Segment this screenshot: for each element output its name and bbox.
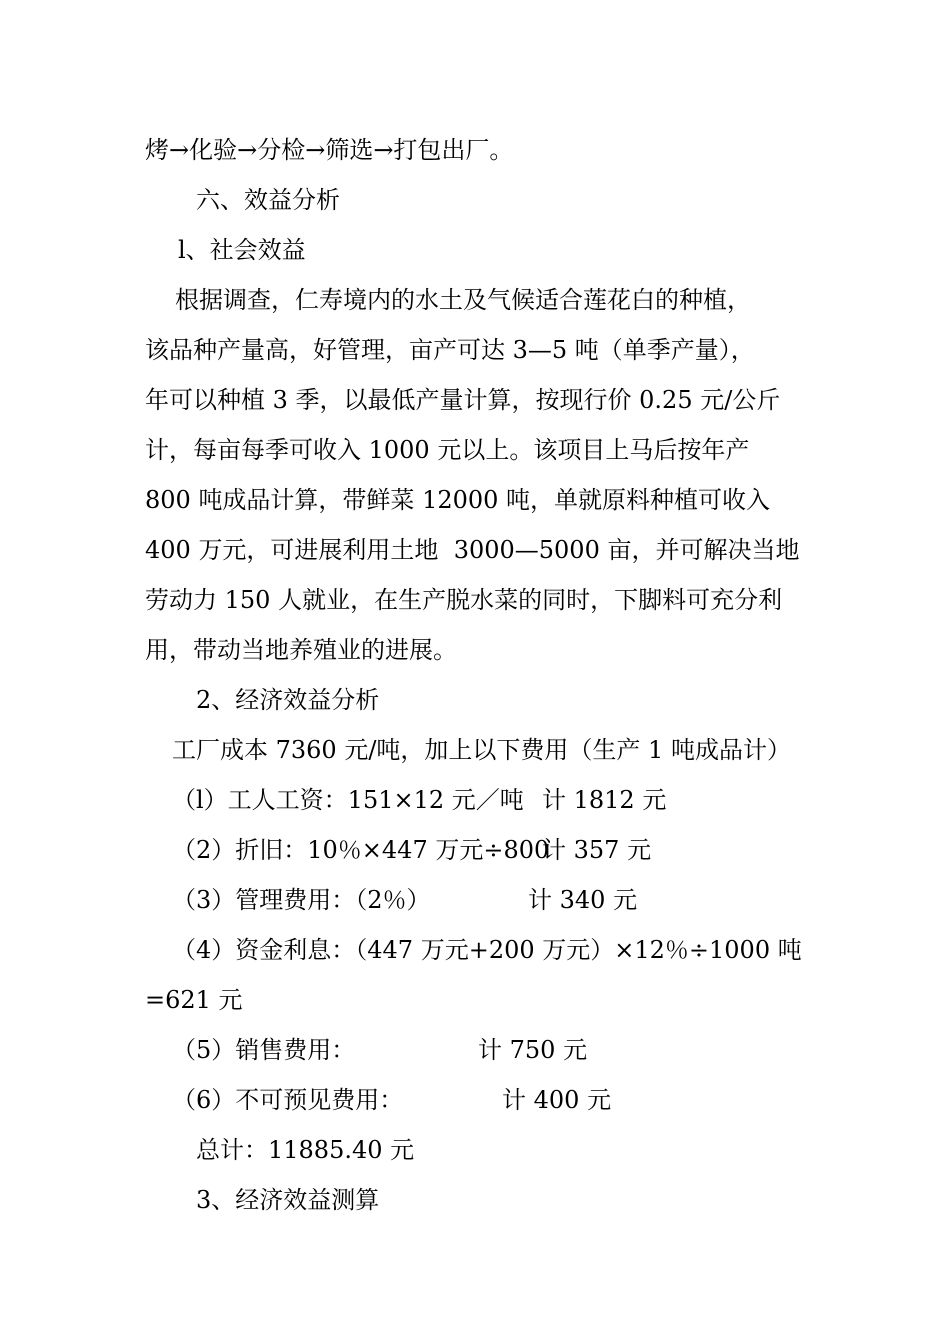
paragraph-line: 计，每亩每季可收入 1000 元以上。该项目上马后按年产 — [145, 436, 750, 464]
subheading-economic-analysis: 2、经济效益分析 — [196, 686, 380, 714]
cost-value: 计 400 元 — [502, 1086, 612, 1114]
paragraph-line: 800 吨成品计算，带鲜菜 12000 吨，单就原料种植可收入 — [145, 486, 771, 514]
paragraph-line: 该品种产量高，好管理，亩产可达 3—5 吨（单季产量）， — [145, 336, 755, 364]
paragraph-line: 用，带动当地养殖业的进展。 — [145, 636, 457, 664]
paragraph-line: 年可以种植 3 季，以最低产量计算，按现行价 0.25 元/公斤 — [145, 386, 781, 414]
cost-item-sales — [0, 1025, 950, 1075]
cost-value: 计 750 元 — [478, 1036, 588, 1064]
cost-item-unforeseen — [0, 1075, 950, 1125]
factory-cost-line: 工厂成本 7360 元/吨，加上以下费用（生产 1 吨成品计） — [172, 736, 791, 764]
cost-item-management — [0, 875, 950, 925]
subheading-social-benefit: l、社会效益 — [178, 236, 306, 264]
cost-value: 计 357 元 — [542, 836, 652, 864]
cost-label: （2）折旧：10％×447 万元÷800 — [172, 836, 550, 864]
cost-label: （l）工人工资：151×12 元／吨 — [172, 786, 524, 814]
cost-value: 计 1812 元 — [542, 786, 667, 814]
paragraph-line: 根据调查，仁寿境内的水土及气候适合莲花白的种植， — [175, 286, 751, 314]
cost-item-wages — [0, 775, 950, 825]
cost-item-depreciation — [0, 825, 950, 875]
cost-item-interest-result: =621 元 — [145, 986, 243, 1014]
cost-item-interest: （4）资金利息：（447 万元+200 万元）×12％÷1000 吨 — [172, 936, 802, 964]
paragraph-line: 400 万元，可进展利用土地 3000—5000 亩，并可解决当地 — [145, 536, 800, 564]
paragraph-line: 劳动力 150 人就业，在生产脱水菜的同时，下脚料可充分利 — [145, 586, 783, 614]
process-flow-text: 烤→化验→分检→筛选→打包出厂。 — [145, 136, 514, 164]
section-heading-benefit-analysis: 六、效益分析 — [196, 186, 340, 214]
cost-value: 计 340 元 — [528, 886, 638, 914]
subheading-economic-calculation: 3、经济效益测算 — [196, 1186, 380, 1214]
cost-label: （6）不可预见费用： — [172, 1086, 404, 1114]
cost-label: （5）销售费用： — [172, 1036, 356, 1064]
total-cost: 总计：11885.40 元 — [196, 1136, 415, 1164]
cost-label: （3）管理费用：（2％） — [172, 886, 431, 914]
